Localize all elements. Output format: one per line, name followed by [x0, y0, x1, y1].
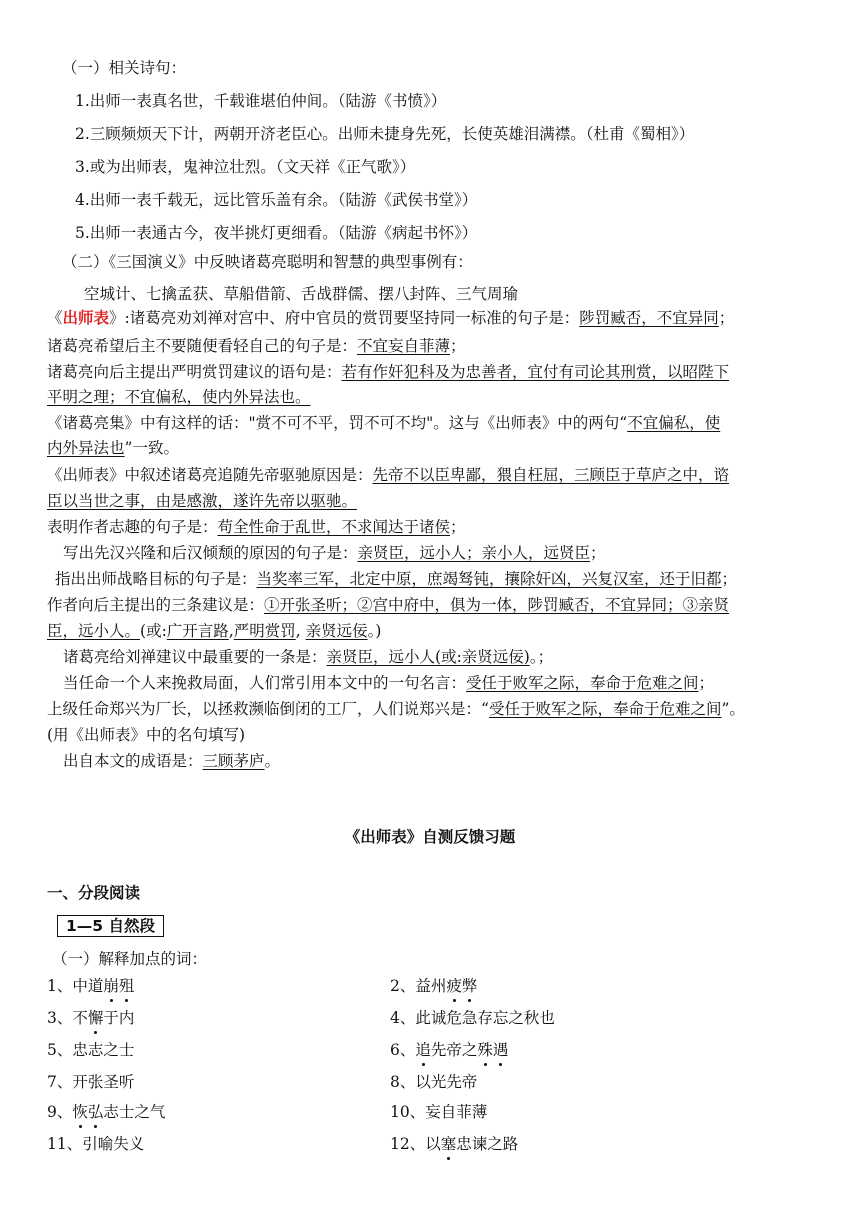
qa-text: ；: [698, 674, 715, 692]
word-item-1: [47, 975, 134, 997]
qa-text: 。；: [529, 648, 554, 666]
word-item-11: [47, 1133, 144, 1155]
sanguo-heading: （二）《三国演义》中反映诸葛亮聪明和智慧的典型事例有：: [62, 253, 473, 271]
word-text: 妄自菲薄: [425, 1103, 488, 1121]
word-text: 开张圣听: [72, 1073, 135, 1091]
answer: 不宜妄自菲薄: [357, 337, 451, 355]
word-num: 12、: [390, 1135, 426, 1153]
qa-text: ,: [295, 622, 306, 640]
word-text: 恢弘志士之气: [72, 1103, 166, 1121]
qa-text: 《出师表》中叙述诸葛亮追随先帝驱驰原因是：: [47, 466, 373, 484]
sanguo-examples: 空城计、七擒孟获、草船借箭、舌战群儒、摆八封阵、三气周瑜: [84, 285, 519, 303]
qa-text: 当任命一个人来挽救局面，人们常引用本文中的一句名言：: [63, 674, 467, 692]
qa-line-6: [47, 516, 466, 538]
word-num: 10、: [390, 1103, 426, 1121]
word-text: 引喻失义: [82, 1135, 145, 1153]
word-item-4: [390, 1007, 555, 1029]
qa-text: 》:诸葛亮劝刘禅对宫中、府中官员的赏罚要坚持同一标准的句子是：: [109, 309, 580, 327]
qa-line-9: [47, 594, 729, 616]
answer: 不宜偏私，使: [627, 414, 721, 432]
qa-line-4: [47, 412, 720, 434]
qa-text: (或:: [140, 622, 167, 640]
answer: 臣，远小人。: [47, 622, 141, 640]
word-num: 7、: [47, 1073, 73, 1091]
word-item-5: [47, 1039, 134, 1061]
title-red: 出师表: [62, 308, 110, 327]
word-item-12: [390, 1133, 518, 1155]
qa-text: ；: [450, 518, 466, 536]
exercise-title: 《出师表》自测反馈习题: [344, 828, 516, 846]
answer: 亲贤臣，远小人(或:亲贤远佞): [326, 648, 530, 666]
word-item-3: [47, 1007, 134, 1029]
qa-text: ”一致。: [124, 439, 179, 457]
qa-text: 指出出师战略目标的句子是：: [55, 570, 257, 588]
answer: 严明赏罚: [233, 622, 296, 640]
word-num: 6、: [390, 1041, 416, 1059]
answer: 亲贤臣，远小人；亲小人，远贤臣: [357, 544, 591, 562]
word-text: 以塞忠谏之路: [425, 1135, 519, 1153]
answer: 苟全性命于乱世，不求闻达于诸侯: [217, 518, 451, 536]
answer: 受任于败军之际，奉命于危难之间: [466, 674, 699, 692]
qa-line-12b: (用《出师表》中的名句填写): [47, 726, 246, 744]
word-num: 3、: [47, 1009, 73, 1027]
word-text: 以光先帝: [415, 1073, 478, 1091]
poem-line-3: 3.或为出师表，鬼神泣壮烈。（文天祥《正气歌》）: [75, 158, 416, 176]
qa-line-3b: [47, 386, 311, 408]
qa-text: 出自本文的成语是：: [63, 752, 203, 770]
answer: 内外异法也: [47, 439, 125, 457]
qa-text: 作者向后主提出的三条建议是：: [47, 596, 265, 614]
qa-text: 。): [367, 622, 382, 640]
qa-text: ”。: [721, 700, 745, 718]
qa-text: 。: [264, 752, 281, 770]
poem-line-5: 5.出师一表通古今，夜半挑灯更细看。（陆游《病起书怀》）: [75, 224, 478, 242]
word-item-8: [390, 1071, 477, 1093]
word-item-7: [47, 1071, 134, 1093]
paragraph-range-box: [57, 915, 164, 937]
word-item-2: [390, 975, 477, 997]
word-text: 追先帝之殊遇: [415, 1041, 509, 1059]
word-num: 1、: [47, 977, 73, 995]
word-text: 不懈于内: [72, 1009, 135, 1027]
word-item-9: [47, 1101, 165, 1123]
qa-line-12: [47, 698, 745, 720]
answer: 先帝不以臣卑鄙，猥自枉屈，三顾臣于草庐之中，谘: [372, 466, 730, 484]
qa-text: ；: [450, 337, 466, 355]
qa-line-4b: [47, 437, 179, 459]
qa-line-13: [63, 750, 280, 772]
answer: 陟罚臧否，不宜异同: [579, 309, 719, 327]
word-text: 忠志之士: [72, 1041, 135, 1059]
qa-line-11: [63, 672, 714, 694]
poems-heading: （一）相关诗句：: [62, 59, 187, 77]
qa-line-5: [47, 464, 729, 486]
word-num: 8、: [390, 1073, 416, 1091]
qa-text: 诸葛亮向后主提出严明赏罚建议的语句是：: [47, 363, 342, 381]
qa-line-8: [55, 568, 737, 590]
word-num: 9、: [47, 1103, 73, 1121]
answer: 三顾茅庐: [202, 752, 265, 770]
section-heading: 一、分段阅读: [47, 884, 141, 902]
qa-text: 上级任命郑兴为厂长，以拯救濒临倒闭的工厂，人们说郑兴是：“: [47, 700, 489, 718]
word-item-10: [390, 1101, 487, 1123]
word-num: 4、: [390, 1009, 416, 1027]
poem-line-1: 1.出师一表真名世，千载谁堪伯仲间。（陆游《书愤》）: [75, 92, 447, 110]
answer: 臣以当世之事，由是感激，遂许先帝以驱驰。: [47, 492, 358, 510]
word-num: 11、: [47, 1135, 83, 1153]
qa-line-5b: [47, 490, 357, 512]
answer: ①开张圣听；②宫中府中，俱为一体，陟罚臧否，不宜异同；③亲贤: [264, 596, 730, 614]
box-label: 1—5 自然段: [57, 915, 164, 937]
qa-text: ；: [590, 544, 606, 562]
word-num: 2、: [390, 977, 416, 995]
qa-line-9b: [47, 620, 381, 642]
qa-line-10: [63, 646, 553, 668]
qa-text: 《: [47, 309, 63, 327]
qa-text: 诸葛亮希望后主不要随便看轻自己的句子是：: [47, 337, 358, 355]
qa-text: 写出先汉兴隆和后汉倾颓的原因的句子是：: [63, 544, 358, 562]
sub-heading: （一）解释加点的词：: [52, 950, 208, 968]
poem-line-4: 4.出师一表千载无，远比管乐盖有余。（陆游《武侯书堂》）: [75, 191, 478, 209]
word-text: 中道崩殂: [72, 977, 135, 995]
answer: 广开言路: [166, 622, 229, 640]
qa-text: ,: [228, 622, 234, 640]
poem-line-2: 2.三顾频烦天下计，两朝开济老臣心。出师未捷身先死，长使英雄泪满襟。（杜甫《蜀相》）: [75, 125, 695, 143]
word-text: 益州疲弊: [415, 977, 478, 995]
word-text: 此诚危急存忘之秋也: [415, 1009, 555, 1027]
qa-text: ；: [721, 570, 738, 588]
qa-text: ；: [718, 309, 735, 327]
qa-line-3: [47, 361, 729, 383]
qa-text: 表明作者志趣的句子是：: [47, 518, 218, 536]
qa-text: 《诸葛亮集》中有这样的话："赏不可不平，罚不可不均"。这与《出师表》中的两句“: [47, 414, 628, 432]
word-item-6: [390, 1039, 508, 1061]
word-num: 5、: [47, 1041, 73, 1059]
answer: 平明之理；不宜偏私，使内外异法也。: [47, 388, 311, 406]
answer: 亲贤远佞: [305, 622, 368, 640]
answer: 若有作奸犯科及为忠善者，宜付有司论其刑赏，以昭陛下: [341, 363, 730, 381]
answer: 受任于败军之际，奉命于危难之间: [488, 700, 722, 718]
qa-text: 诸葛亮给刘禅建议中最重要的一条是：: [63, 648, 327, 666]
qa-line-2: [47, 335, 466, 357]
qa-line-7: [63, 542, 606, 564]
answer: 当奖率三军，北定中原，庶竭驽钝，攘除奸凶，兴复汉室，还于旧都: [256, 570, 722, 588]
qa-line-1: [47, 307, 734, 329]
